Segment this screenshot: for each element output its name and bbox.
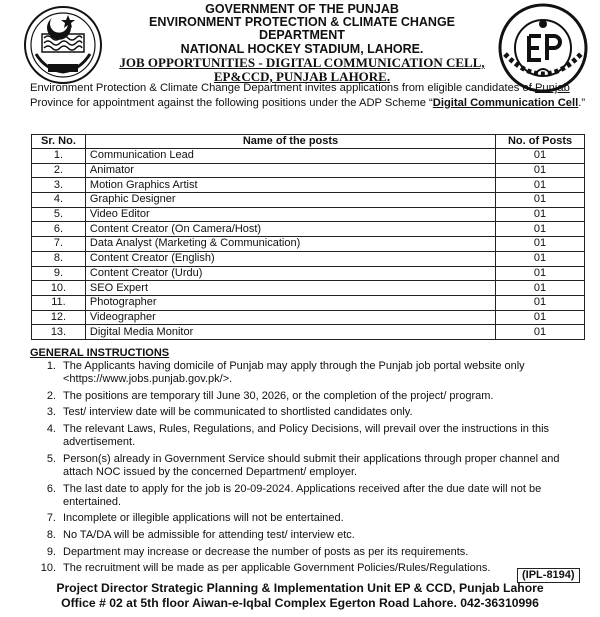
item-number: 6. [46, 482, 56, 495]
item-text: The last date to apply for the job is 20-09-2024. Applications received after the due date will not be entertained. [63, 482, 542, 508]
row-post-count: 01 [496, 222, 585, 237]
row-post-count: 01 [496, 193, 585, 208]
row-sr: 9. [32, 266, 86, 281]
row-post-name: Data Analyst (Marketing & Communication) [85, 237, 495, 252]
punjab-emblem-icon [22, 4, 104, 86]
item-number: 5. [46, 452, 56, 465]
row-sr: 10. [32, 281, 86, 296]
col-header-sr-no: Sr. No. [32, 135, 86, 149]
table-row [32, 281, 585, 296]
row-post-name: SEO Expert [85, 281, 495, 296]
job-opportunities-title-line2: EP&CCD, PUNJAB LAHORE. [213, 69, 391, 84]
table-row [32, 310, 585, 325]
row-post-name: Digital Media Monitor [85, 325, 495, 340]
header-department-line1: ENVIRONMENT PROTECTION & CLIMATE CHANGE [148, 15, 456, 29]
footer-line2: Office # 02 at 5th floor Aiwan-e-Iqbal Complex Egerton Road Lahore. 042-36310996 [61, 596, 539, 610]
row-sr: 4. [32, 193, 86, 208]
row-sr: 12. [32, 310, 86, 325]
posts-table [31, 134, 585, 340]
item-number: 2. [46, 389, 56, 402]
table-row [32, 222, 585, 237]
row-sr: 1. [32, 149, 86, 164]
row-sr: 13. [32, 325, 86, 340]
row-post-name: Content Creator (Urdu) [85, 266, 495, 281]
item-number: 8. [46, 528, 56, 541]
list-item [30, 406, 588, 419]
table-row [32, 325, 585, 340]
table-row [32, 295, 585, 310]
general-instructions-list [30, 360, 588, 579]
row-post-name: Photographer [85, 295, 495, 310]
list-item [30, 483, 588, 509]
table-row [32, 193, 585, 208]
list-item [30, 546, 588, 559]
table-row [32, 251, 585, 266]
row-post-name: Video Editor [85, 207, 495, 222]
row-sr: 8. [32, 251, 86, 266]
row-post-name: Motion Graphics Artist [85, 178, 495, 193]
list-item [30, 453, 588, 479]
item-text: Department may increase or decrease the number of posts as per its requirements. [63, 545, 469, 558]
row-sr: 6. [32, 222, 86, 237]
row-post-count: 01 [496, 266, 585, 281]
footer [0, 581, 600, 611]
header [108, 3, 496, 84]
item-number: 3. [46, 406, 56, 419]
item-text: The recruitment will be made as per applicable Government Policies/Rules/Regulations. [63, 562, 491, 575]
list-item [30, 512, 588, 525]
intro-text-1: Environment Protection & Climate Change Department invites applications from eligible candidates of [30, 82, 535, 94]
item-number: 1. [46, 360, 56, 372]
row-sr: 5. [32, 207, 86, 222]
row-post-count: 01 [496, 325, 585, 340]
item-text: Test/ interview date will be communicated to shortlisted candidates only. [63, 406, 413, 419]
ipl-code: (IPL-8194) [517, 568, 580, 583]
row-sr: 3. [32, 178, 86, 193]
job-opportunities-title-line1: JOB OPPORTUNITIES - DIGITAL COMMUNICATION CELL, [119, 55, 485, 70]
row-post-count: 01 [496, 310, 585, 325]
intro-text-2: Province for appointment against the following positions under the ADP Scheme “ [30, 96, 433, 109]
item-number: 7. [46, 512, 56, 525]
table-row [32, 237, 585, 252]
item-number: 9. [46, 545, 56, 558]
list-item [30, 360, 588, 386]
table-row [32, 207, 585, 222]
intro-text-3: .” [578, 96, 586, 109]
table-row [32, 266, 585, 281]
intro-scheme-name: Digital Communication Cell [432, 96, 579, 109]
col-header-post-name: Name of the posts [85, 135, 495, 149]
intro-paragraph [30, 81, 590, 110]
footer-line1: Project Director Strategic Planning & Implementation Unit EP & CCD, Punjab Lahore [56, 581, 544, 595]
row-post-name: Content Creator (English) [85, 251, 495, 266]
general-instructions-title: GENERAL INSTRUCTIONS [30, 347, 170, 359]
row-sr: 2. [32, 163, 86, 178]
table-row [32, 149, 585, 164]
row-post-count: 01 [496, 149, 585, 164]
list-item [30, 390, 588, 403]
row-post-name: Videographer [85, 310, 495, 325]
col-header-post-count: No. of Posts [496, 135, 585, 149]
header-department-line2: DEPARTMENT [259, 28, 345, 42]
header-address: NATIONAL HOCKEY STADIUM, LAHORE. [180, 42, 424, 56]
item-text: The positions are temporary till June 30, 2026, or the completion of the project/ program. [63, 389, 494, 402]
item-number: 10. [40, 562, 56, 575]
row-sr: 7. [32, 237, 86, 252]
row-post-count: 01 [496, 163, 585, 178]
item-text: The relevant Laws, Rules, Regulations, and Policy Decisions, will prevail over the instructions in this advertisement. [63, 422, 550, 449]
item-text: The Applicants having domicile of Punjab may apply through the Punjab job portal website only <https://www.jobs.punjab.gov.pk/>. [63, 360, 525, 386]
row-post-name: Graphic Designer [85, 193, 495, 208]
list-item [30, 423, 588, 449]
row-post-count: 01 [496, 207, 585, 222]
item-number: 4. [46, 422, 56, 435]
table-row [32, 163, 585, 178]
row-post-count: 01 [496, 281, 585, 296]
item-text: No TA/DA will be admissible for attending test/ interview etc. [63, 528, 355, 541]
row-post-count: 01 [496, 251, 585, 266]
table-row [32, 178, 585, 193]
intro-province: Punjab [534, 82, 570, 94]
header-government: GOVERNMENT OF THE PUNJAB [205, 2, 399, 16]
row-post-name: Communication Lead [85, 149, 495, 164]
row-post-name: Content Creator (On Camera/Host) [85, 222, 495, 237]
row-post-count: 01 [496, 178, 585, 193]
list-item [30, 529, 588, 542]
row-post-name: Animator [85, 163, 495, 178]
item-text: Incomplete or illegible applications will not be entertained. [63, 512, 344, 525]
row-post-count: 01 [496, 295, 585, 310]
table-header-row [32, 135, 585, 149]
row-sr: 11. [32, 295, 86, 310]
item-text: Person(s) already in Government Service should submit their applications through proper channel and attach NOC issued by the concerned Department/ employer. [63, 452, 560, 478]
list-item [30, 562, 588, 575]
row-post-count: 01 [496, 237, 585, 252]
